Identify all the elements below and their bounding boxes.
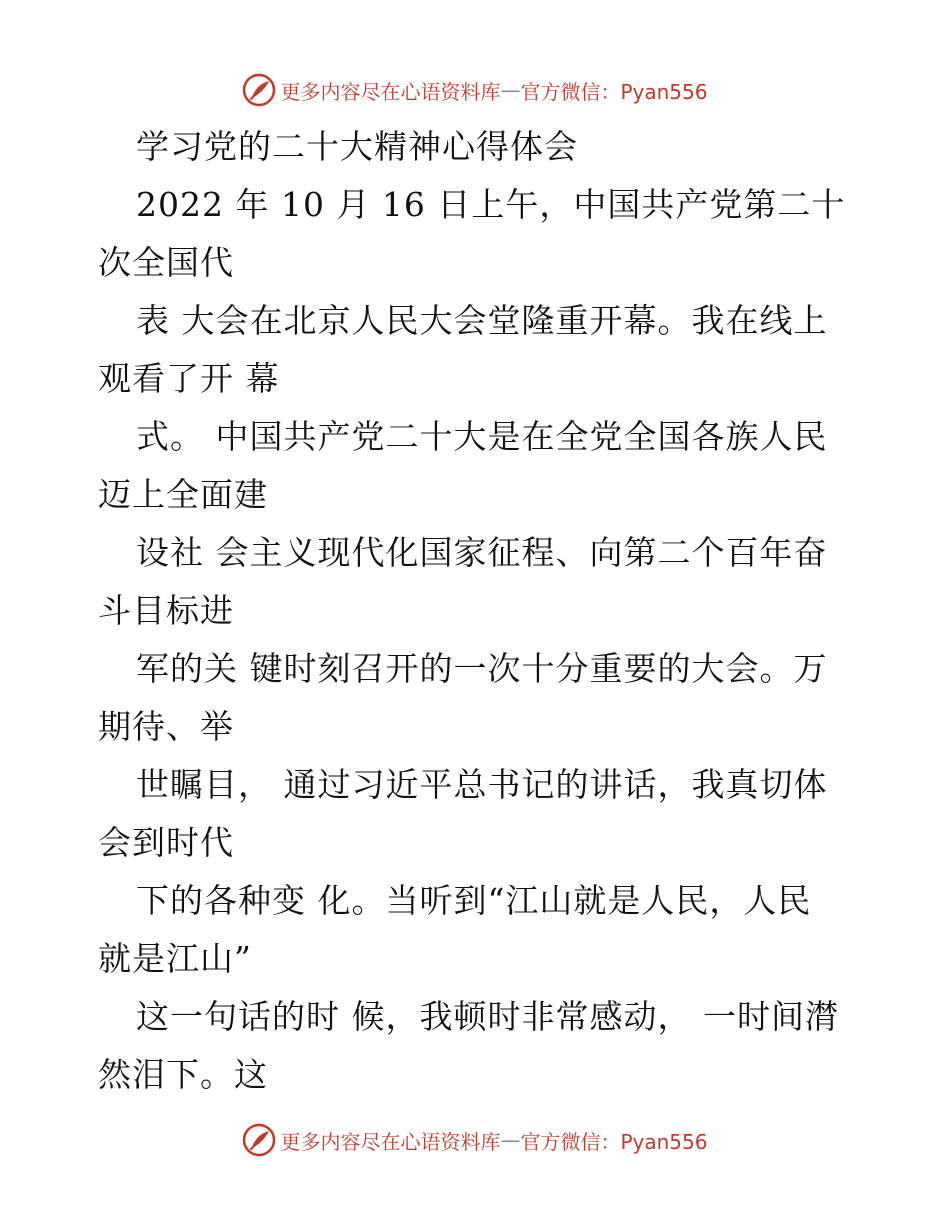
text-line: 式。 中国共产党二十大是在全党全国各族人民 xyxy=(136,417,828,456)
watermark-dash: — xyxy=(500,78,521,102)
text-line: 下的各种变 化。当听到“江山就是人民，人民 xyxy=(136,881,812,920)
text-line: 观看了开 幕 xyxy=(98,359,280,398)
text-line: 会到时代 xyxy=(98,823,234,862)
text-line: 世瞩目， 通过习近平总书记的讲话，我真切体 xyxy=(136,765,828,804)
header-watermark xyxy=(0,70,950,110)
watermark-brand: 更多内容尽在心语资料库 xyxy=(280,79,501,104)
document-title: 学习党的二十大精神心得体会 xyxy=(136,127,578,166)
text-line: 军的关 键时刻召开的一次十分重要的大会。万 xyxy=(136,649,828,688)
quill-logo-icon xyxy=(242,73,276,107)
watermark-brand: 更多内容尽在心语资料库 xyxy=(280,1129,501,1154)
watermark-contact: 官方微信：Pyan556 xyxy=(520,1129,708,1154)
text-line: 就是江山” xyxy=(98,939,252,978)
watermark-dash: — xyxy=(500,1128,521,1152)
text-line: 次全国代 xyxy=(98,243,234,282)
text-line: 期待、举 xyxy=(98,707,234,746)
watermark-contact: 官方微信：Pyan556 xyxy=(520,79,708,104)
text-line: 这一句话的时 候，我顿时非常感动， 一时间潸 xyxy=(136,997,839,1036)
text-line: 设社 会主义现代化国家征程、向第二个百年奋 xyxy=(136,533,828,572)
quill-logo-icon xyxy=(242,1123,276,1157)
text-line: 斗目标进 xyxy=(98,591,234,630)
text-line: 迈上全面建 xyxy=(98,475,268,514)
document-body xyxy=(98,118,858,1104)
text-line: 2022 年 10 月 16 日上午，中国共产党第二十 xyxy=(136,185,846,224)
text-line: 然泪下。这 xyxy=(98,1055,268,1094)
text-line: 表 大会在北京人民大会堂隆重开幕。我在线上 xyxy=(136,301,828,340)
footer-watermark xyxy=(0,1120,950,1160)
